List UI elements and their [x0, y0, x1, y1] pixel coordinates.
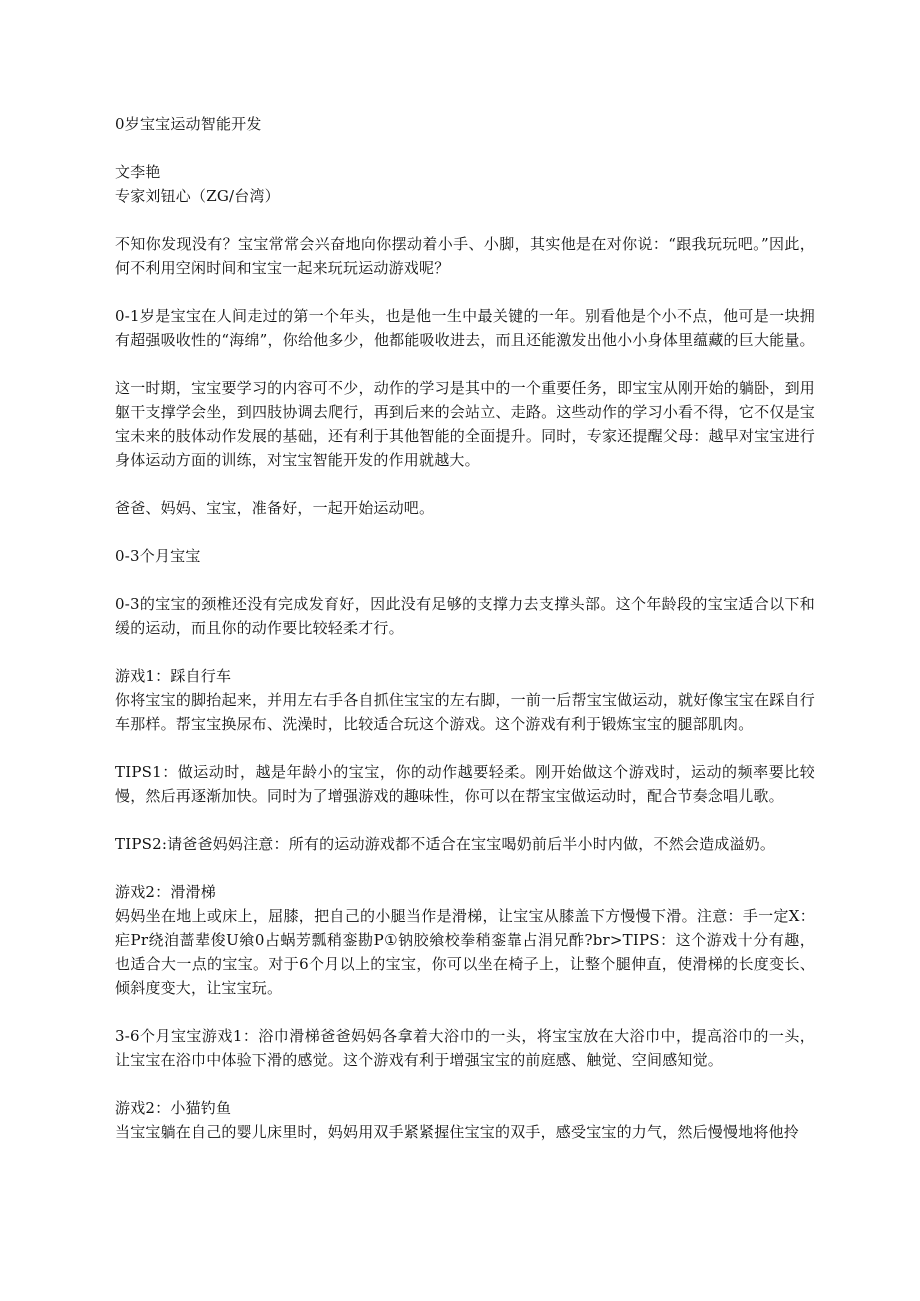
section-heading-0-3: 0-3个月宝宝: [115, 547, 201, 565]
game-text: 当宝宝躺在自己的婴儿床里时，妈妈用双手紧紧握住宝宝的双手，感受宝宝的力气，然后慢慢地将他拎: [115, 1123, 800, 1141]
paragraph-age-0-1: 0-1岁是宝宝在人间走过的第一个年头，也是他一生中最关键的一年。别看他是个小不点，他可是一块拥有超强吸收性的“海绵”，你给他多少，他都能吸收进去，而且还能激发出他小小身体里蕴藏的巨大能量。: [115, 307, 815, 349]
section-intro-0-3: 0-3的宝宝的颈椎还没有完成发育好，因此没有足够的支撑力去支撑头部。这个年龄段的宝宝适合以下和缓的运动，而且你的动作要比较轻柔才行。: [115, 595, 815, 637]
paragraph-learning: 这一时期，宝宝要学习的内容可不少，动作的学习是其中的一个重要任务，即宝宝从刚开始的躺卧，到用躯干支撑学会坐，到四肢协调去爬行，再到后来的会站立、走路。这些动作的学习小看不得，它不仅是宝宝未来的肢体动作发展的基础，还有利于其他智能的全面提升。同时，专家还提醒父母：越早对宝宝进行身体运动方面的训练，对宝宝智能开发的作用就越大。: [115, 379, 815, 469]
expert-line: 专家刘钮心（ZG/台湾）: [115, 187, 280, 205]
byline-block: [115, 160, 815, 208]
game-text: 你将宝宝的脚抬起来，并用左右手各自抓住宝宝的左右脚，一前一后帮宝宝做运动，就好像宝宝在踩自行车那样。帮宝宝换尿布、洗澡时，比较适合玩这个游戏。这个游戏有利于锻炼宝宝的腿部肌肉。: [115, 691, 815, 733]
document-page: [115, 112, 815, 1168]
game-title: 游戏2：滑滑梯: [115, 883, 216, 901]
document-title: 0岁宝宝运动智能开发: [115, 115, 262, 133]
game-text: 妈妈坐在地上或床上，屈膝，把自己的小腿当作是滑梯，让宝宝从膝盖下方慢慢下滑。注意：手一定X：疟Pr绕洎蔷辈俊U飨0占蜗芳瓢稍銮勘P①钠胶飨校拳稍銮靠占涓兄酢?br>TIPS：这个游戏十分有趣，也适合大一点的宝宝。对于6个月以上的宝宝，你可以坐在椅子上，让整个腿伸直，使滑梯的长度变长、倾斜度变大，让宝宝玩。: [115, 907, 815, 997]
paragraph-intro: 不知你发现没有？宝宝常常会兴奋地向你摆动着小手、小脚，其实他是在对你说：“跟我玩玩吧。”因此，何不利用空闲时间和宝宝一起来玩玩运动游戏呢？: [115, 235, 815, 277]
game-bicycle: [115, 664, 815, 736]
tips-1: TIPS1：做运动时，越是年龄小的宝宝，你的动作越要轻柔。刚开始做这个游戏时，运动的频率要比较慢，然后再逐渐加快。同时为了增强游戏的趣味性，你可以在帮宝宝做运动时，配合节奏念唱儿歌。: [115, 763, 815, 805]
game-slide: [115, 880, 815, 1000]
game-kitten-fishing: [115, 1096, 815, 1144]
game-title: 游戏2：小猫钓鱼: [115, 1099, 232, 1117]
game-title: 游戏1：踩自行车: [115, 667, 232, 685]
title-block: [115, 112, 815, 136]
tips-2: TIPS2:请爸爸妈妈注意：所有的运动游戏都不适合在宝宝喝奶前后半小时内做，不然会造成溢奶。: [115, 835, 776, 853]
author-line: 文李艳: [115, 163, 161, 181]
game-towel-slide: 3-6个月宝宝游戏1：浴巾滑梯爸爸妈妈各拿着大浴巾的一头，将宝宝放在大浴巾中，提高浴巾的一头，让宝宝在浴巾中体验下滑的感觉。这个游戏有利于增强宝宝的前庭感、触觉、空间感知觉。: [115, 1027, 815, 1069]
paragraph-ready: 爸爸、妈妈、宝宝，准备好，一起开始运动吧。: [115, 499, 435, 517]
